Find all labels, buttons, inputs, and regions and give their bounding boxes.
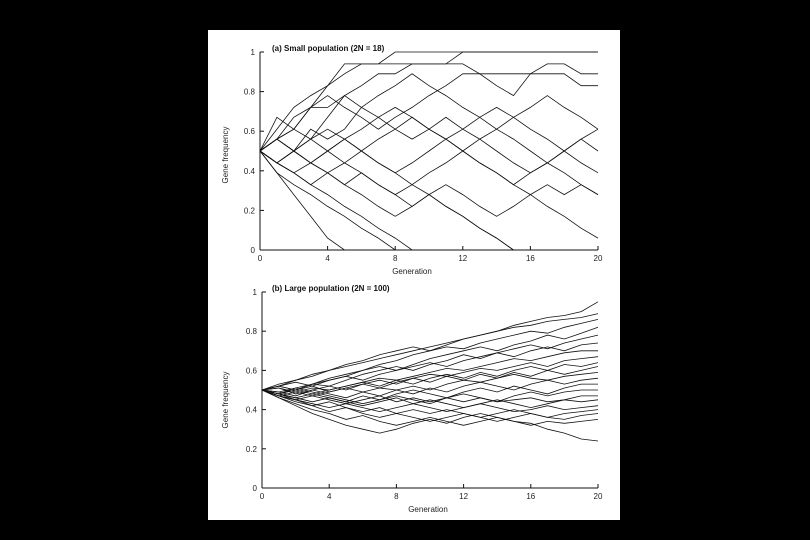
panel-a-xtick-label: 12 [458, 254, 468, 263]
panel-a-xtick-label: 4 [325, 254, 330, 263]
panel-a-ytick-label: 0.4 [243, 166, 255, 176]
panel-a-ytick-label: 0.8 [243, 87, 255, 97]
panel-a-xtick-label: 16 [525, 254, 535, 263]
panel-b-series-line-1 [262, 302, 598, 390]
panel-a-xtick-label: 20 [593, 254, 603, 263]
panel-a-ytick-label: 1 [250, 48, 255, 57]
chart-canvas [208, 30, 620, 520]
panel-b-xtick-label: 16 [526, 492, 536, 501]
panel-a-xtick-label: 0 [257, 254, 263, 263]
panel-a-series-line-13 [260, 151, 598, 250]
panel-b-xtick-label: 12 [459, 492, 469, 501]
panel-b-series-line-7 [262, 351, 598, 396]
panel-b-ytick-label: 0.2 [245, 444, 257, 454]
panel-a-series-line-15 [260, 129, 598, 250]
panel-b-series-line-17 [262, 390, 598, 412]
panel-a-series-line-5 [260, 74, 598, 163]
panel-b-series-line-13 [262, 384, 598, 402]
panel-b-xlabel: Generation [408, 505, 448, 514]
panel-b-ytick-label: 0.4 [245, 405, 257, 415]
panel-b-title: (b) Large population (2N = 100) [272, 284, 390, 293]
panel-a-ytick-label: 0.2 [243, 206, 255, 216]
panel-b [221, 284, 603, 514]
panel-a-ylabel: Gene frequency [221, 126, 230, 184]
panel-a-ytick-label: 0.6 [243, 127, 255, 137]
figure-panel [208, 30, 620, 520]
panel-a-series-line-11 [260, 151, 598, 250]
panel-a-series-line-3 [260, 52, 598, 151]
panel-a [221, 44, 603, 276]
panel-b-series-line-12 [262, 378, 598, 396]
panel-b-ytick-label: 0.6 [245, 366, 257, 376]
panel-a-series-line-1 [260, 52, 598, 151]
panel-a-series-line-12 [260, 151, 598, 250]
panel-b-xtick-label: 0 [259, 492, 265, 501]
panel-b-xtick-label: 4 [326, 492, 332, 501]
panel-a-series-line-4 [260, 64, 598, 151]
panel-b-series-line-16 [262, 390, 598, 408]
panel-b-series-line-5 [262, 335, 598, 394]
panel-b-ytick-label: 0 [252, 484, 257, 493]
panel-a-xtick-label: 8 [392, 254, 398, 263]
panel-a-title: (a) Small population (2N = 18) [272, 44, 385, 53]
panel-b-ylabel: Gene frequency [221, 371, 230, 429]
panel-b-ytick-label: 1 [252, 288, 257, 297]
panel-b-xtick-label: 20 [593, 492, 603, 501]
panel-a-ytick-label: 0 [250, 246, 255, 255]
panel-b-xtick-label: 8 [394, 492, 399, 501]
panel-b-series-line-9 [262, 363, 598, 394]
panel-b-series-line-21 [262, 390, 598, 441]
panel-b-ytick-label: 0.8 [245, 327, 257, 337]
panel-a-xlabel: Generation [392, 267, 432, 276]
